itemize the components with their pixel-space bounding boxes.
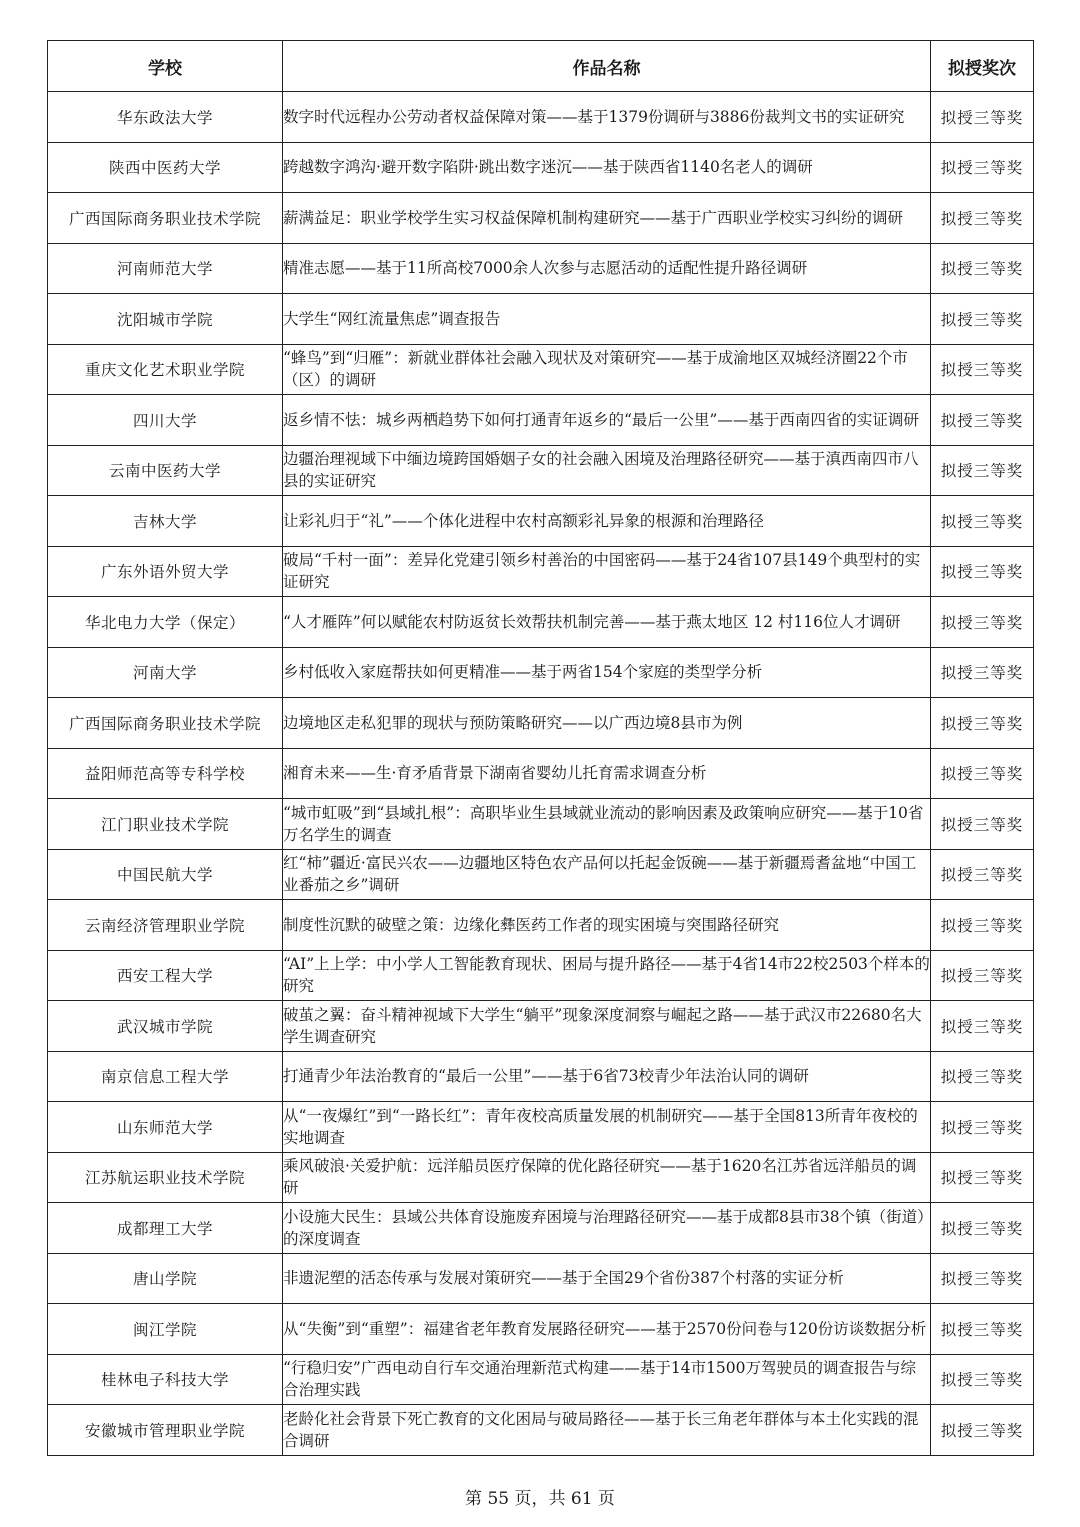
award-cell: 拟授三等奖	[931, 243, 1034, 294]
school-cell: 华东政法大学	[48, 92, 283, 143]
title-cell: 数字时代远程办公劳动者权益保障对策——基于1379份调研与3886份裁判文书的实证研究	[283, 92, 931, 143]
title-cell: 边疆治理视域下中缅边境跨国婚姻子女的社会融入困境及治理路径研究——基于滇西南四市八县的实证研究	[283, 445, 931, 496]
title-cell: 红“柿”疆近·富民兴农——边疆地区特色农产品何以托起金饭碗——基于新疆焉耆盆地“中国工业番茄之乡”调研	[283, 849, 931, 900]
table-row	[48, 142, 1034, 193]
table-row	[48, 1304, 1034, 1355]
table-row	[48, 1354, 1034, 1405]
table-body	[48, 92, 1034, 1456]
school-cell: 西安工程大学	[48, 950, 283, 1001]
table-row	[48, 1152, 1034, 1203]
table-row	[48, 546, 1034, 597]
table-row	[48, 294, 1034, 345]
school-cell: 云南中医药大学	[48, 445, 283, 496]
award-cell: 拟授三等奖	[931, 698, 1034, 749]
table-row	[48, 496, 1034, 547]
school-cell: 华北电力大学（保定）	[48, 597, 283, 648]
title-cell: 破茧之翼：奋斗精神视域下大学生“躺平”现象深度洞察与崛起之路——基于武汉市22680名大学生调查研究	[283, 1001, 931, 1052]
school-cell: 江门职业技术学院	[48, 799, 283, 850]
table-row	[48, 193, 1034, 244]
school-cell: 广西国际商务职业技术学院	[48, 193, 283, 244]
table-row	[48, 1051, 1034, 1102]
title-cell: 让彩礼归于“礼”——个体化进程中农村高额彩礼异象的根源和治理路径	[283, 496, 931, 547]
award-cell: 拟授三等奖	[931, 1253, 1034, 1304]
school-cell: 陕西中医药大学	[48, 142, 283, 193]
award-cell: 拟授三等奖	[931, 294, 1034, 345]
award-cell: 拟授三等奖	[931, 344, 1034, 395]
table-row	[48, 1405, 1034, 1456]
title-cell: 乘风破浪·关爱护航：远洋船员医疗保障的优化路径研究——基于1620名江苏省远洋船员的调研	[283, 1152, 931, 1203]
table-row	[48, 647, 1034, 698]
school-cell: 沈阳城市学院	[48, 294, 283, 345]
award-cell: 拟授三等奖	[931, 496, 1034, 547]
school-cell: 广东外语外贸大学	[48, 546, 283, 597]
title-cell: 边境地区走私犯罪的现状与预防策略研究——以广西边境8县市为例	[283, 698, 931, 749]
school-cell: 益阳师范高等专科学校	[48, 748, 283, 799]
school-cell: 南京信息工程大学	[48, 1051, 283, 1102]
table-row	[48, 1253, 1034, 1304]
award-cell: 拟授三等奖	[931, 193, 1034, 244]
title-cell: “AI”上上学：中小学人工智能教育现状、困局与提升路径——基于4省14市22校2503个样本的研究	[283, 950, 931, 1001]
title-cell: 小设施大民生：县域公共体育设施废弃困境与治理路径研究——基于成都8县市38个镇（街道）的深度调查	[283, 1203, 931, 1254]
award-cell: 拟授三等奖	[931, 92, 1034, 143]
award-cell: 拟授三等奖	[931, 1001, 1034, 1052]
title-cell: 精准志愿——基于11所高校7000余人次参与志愿活动的适配性提升路径调研	[283, 243, 931, 294]
title-cell: 破局“千村一面”：差异化党建引领乡村善治的中国密码——基于24省107县149个典型村的实证研究	[283, 546, 931, 597]
school-cell: 河南大学	[48, 647, 283, 698]
award-cell: 拟授三等奖	[931, 748, 1034, 799]
title-cell: 返乡情不怯：城乡两栖趋势下如何打通青年返乡的“最后一公里”——基于西南四省的实证调研	[283, 395, 931, 446]
title-cell: 大学生“网红流量焦虑”调查报告	[283, 294, 931, 345]
title-cell: 乡村低收入家庭帮扶如何更精准——基于两省154个家庭的类型学分析	[283, 647, 931, 698]
title-cell: 老龄化社会背景下死亡教育的文化困局与破局路径——基于长三角老年群体与本土化实践的混合调研	[283, 1405, 931, 1456]
award-cell: 拟授三等奖	[931, 1203, 1034, 1254]
title-cell: “行稳归安”广西电动自行车交通治理新范式构建——基于14市1500万驾驶员的调查报告与综合治理实践	[283, 1354, 931, 1405]
award-cell: 拟授三等奖	[931, 647, 1034, 698]
school-cell: 广西国际商务职业技术学院	[48, 698, 283, 749]
table-row	[48, 1203, 1034, 1254]
table-row	[48, 344, 1034, 395]
title-cell: 湘育未来——生·育矛盾背景下湖南省婴幼儿托育需求调查分析	[283, 748, 931, 799]
table-row	[48, 92, 1034, 143]
table-row	[48, 950, 1034, 1001]
table-row	[48, 243, 1034, 294]
header-row	[48, 41, 1034, 92]
school-cell: 河南师范大学	[48, 243, 283, 294]
table-row	[48, 900, 1034, 951]
page-footer: 第 55 页，共 61 页	[465, 1489, 615, 1509]
award-cell: 拟授三等奖	[931, 799, 1034, 850]
header-title: 作品名称	[283, 41, 931, 92]
school-cell: 山东师范大学	[48, 1102, 283, 1153]
title-cell: 薪满益足：职业学校学生实习权益保障机制构建研究——基于广西职业学校实习纠纷的调研	[283, 193, 931, 244]
school-cell: 云南经济管理职业学院	[48, 900, 283, 951]
title-cell: “城市虹吸”到“县域扎根”：高职毕业生县域就业流动的影响因素及政策响应研究——基于10省万名学生的调查	[283, 799, 931, 850]
school-cell: 闽江学院	[48, 1304, 283, 1355]
school-cell: 武汉城市学院	[48, 1001, 283, 1052]
school-cell: 吉林大学	[48, 496, 283, 547]
award-cell: 拟授三等奖	[931, 1354, 1034, 1405]
table-row	[48, 1001, 1034, 1052]
title-cell: 从“失衡”到“重塑”：福建省老年教育发展路径研究——基于2570份问卷与120份访谈数据分析	[283, 1304, 931, 1355]
table-row	[48, 748, 1034, 799]
award-cell: 拟授三等奖	[931, 142, 1034, 193]
header-award: 拟授奖次	[931, 41, 1034, 92]
award-cell: 拟授三等奖	[931, 1405, 1034, 1456]
title-cell: 打通青少年法治教育的“最后一公里”——基于6省73校青少年法治认同的调研	[283, 1051, 931, 1102]
award-cell: 拟授三等奖	[931, 900, 1034, 951]
award-cell: 拟授三等奖	[931, 597, 1034, 648]
table-row	[48, 1102, 1034, 1153]
award-cell: 拟授三等奖	[931, 950, 1034, 1001]
table-row	[48, 445, 1034, 496]
award-cell: 拟授三等奖	[931, 849, 1034, 900]
school-cell: 桂林电子科技大学	[48, 1354, 283, 1405]
table-header	[48, 41, 1034, 92]
school-cell: 四川大学	[48, 395, 283, 446]
school-cell: 中国民航大学	[48, 849, 283, 900]
award-cell: 拟授三等奖	[931, 395, 1034, 446]
header-school: 学校	[48, 41, 283, 92]
title-cell: 制度性沉默的破壁之策：边缘化彝医药工作者的现实困境与突围路径研究	[283, 900, 931, 951]
table-row	[48, 849, 1034, 900]
school-cell: 重庆文化艺术职业学院	[48, 344, 283, 395]
school-cell: 唐山学院	[48, 1253, 283, 1304]
school-cell: 安徽城市管理职业学院	[48, 1405, 283, 1456]
table-row	[48, 799, 1034, 850]
table-row	[48, 597, 1034, 648]
award-cell: 拟授三等奖	[931, 546, 1034, 597]
award-cell: 拟授三等奖	[931, 1304, 1034, 1355]
title-cell: “人才雁阵”何以赋能农村防返贫长效帮扶机制完善——基于燕太地区 12 村116位人才调研	[283, 597, 931, 648]
title-cell: 从“一夜爆红”到“一路长红”：青年夜校高质量发展的机制研究——基于全国813所青年夜校的实地调查	[283, 1102, 931, 1153]
award-cell: 拟授三等奖	[931, 1051, 1034, 1102]
school-cell: 成都理工大学	[48, 1203, 283, 1254]
school-cell: 江苏航运职业技术学院	[48, 1152, 283, 1203]
awards-table	[47, 40, 1034, 1456]
title-cell: 跨越数字鸿沟·避开数字陷阱·跳出数字迷沉——基于陕西省1140名老人的调研	[283, 142, 931, 193]
table-row	[48, 698, 1034, 749]
title-cell: 非遗泥塑的活态传承与发展对策研究——基于全国29个省份387个村落的实证分析	[283, 1253, 931, 1304]
award-cell: 拟授三等奖	[931, 445, 1034, 496]
table-row	[48, 395, 1034, 446]
title-cell: “蜂鸟”到“归雁”：新就业群体社会融入现状及对策研究——基于成渝地区双城经济圈22个市（区）的调研	[283, 344, 931, 395]
award-cell: 拟授三等奖	[931, 1102, 1034, 1153]
award-cell: 拟授三等奖	[931, 1152, 1034, 1203]
